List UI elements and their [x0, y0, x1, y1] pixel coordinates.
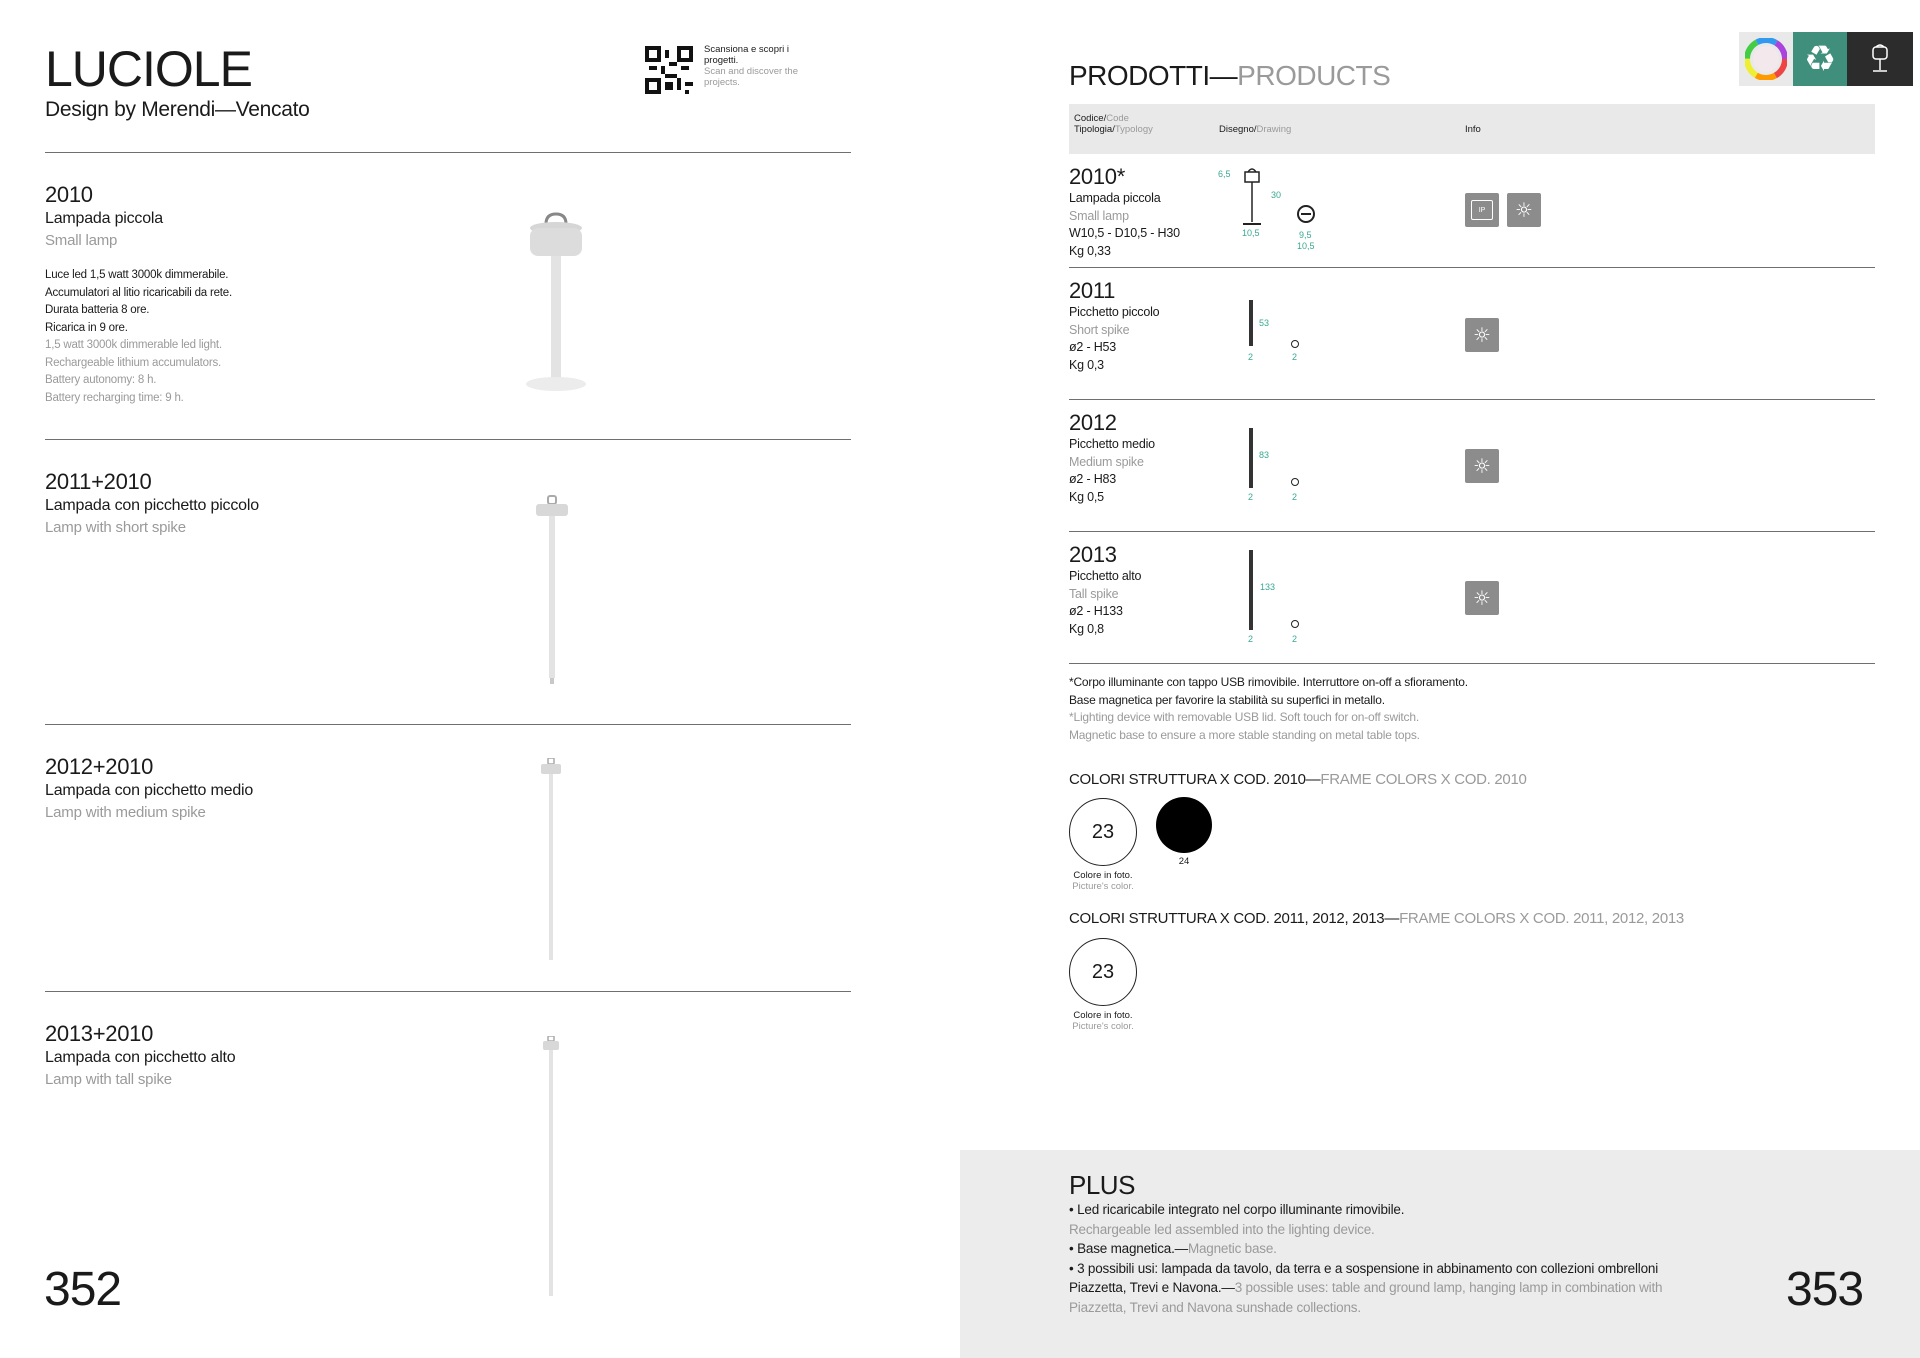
- colors-2010-heading: COLORI STRUTTURA X COD. 2010—FRAME COLORS X COD. 2010: [1069, 771, 1527, 788]
- desc-en-line: Battery recharging time: 9 h.: [45, 391, 184, 404]
- item-name-en: Lamp with short spike: [45, 519, 186, 536]
- header-drawing-en: Drawing: [1256, 124, 1292, 135]
- colors-2010-heading-en: FRAME COLORS X COD. 2010: [1320, 771, 1527, 788]
- drawing-2011: [1240, 298, 1320, 368]
- colors-spikes-heading-it: COLORI STRUTTURA X COD. 2011, 2012, 2013: [1069, 910, 1385, 927]
- note-en-line: *Lighting device with removable USB lid. Soft touch for on-off switch.: [1069, 710, 1419, 724]
- product-code: 2010*: [1069, 164, 1126, 189]
- dim-label: 2: [1248, 352, 1254, 362]
- divider: [1069, 267, 1875, 268]
- product-code: 2011: [1069, 278, 1116, 303]
- item-name-it: Lampada con picchetto medio: [45, 782, 254, 799]
- product-weight: Kg 0,8: [1069, 621, 1104, 636]
- desc-it-line: Durata batteria 8 ore.: [45, 304, 150, 316]
- header-code-it: Codice/: [1074, 113, 1107, 124]
- plus-title: PLUS: [1069, 1170, 1135, 1200]
- recycle-icon: ♻: [1793, 32, 1847, 86]
- product-name-it: Lampada piccola: [1069, 191, 1161, 205]
- product-row-2010: [1069, 164, 1229, 260]
- header-info: Info: [1465, 124, 1481, 135]
- designer-credit: Design by Merendi—Vencato: [45, 98, 310, 121]
- lamp-icon: [1847, 32, 1913, 86]
- swatch-code-24: 24: [1178, 856, 1190, 867]
- product-weight: Kg 0,33: [1069, 243, 1111, 258]
- product-dims: W10,5 - D10,5 - H30: [1069, 226, 1180, 240]
- table-header: [1069, 104, 1875, 154]
- swatch-caption-it: Colore in foto.: [1073, 870, 1133, 881]
- plus-bullet-it: • 3 possibili usi: lampada da tavolo, da terra e a sospensione in abbinamento con collezioni ombrelloni: [1069, 1260, 1658, 1276]
- page-number-right: 353: [1786, 1263, 1864, 1316]
- plus-bullet-en: Piazzetta, Trevi and Navona sunshade collections.: [1069, 1299, 1361, 1315]
- item-2011-2010: [45, 469, 405, 536]
- item-code: 2010: [45, 182, 93, 207]
- header-drawing: [1219, 124, 1291, 135]
- color-swatch-24: [1156, 797, 1212, 853]
- colors-spikes-heading-en: FRAME COLORS X COD. 2011, 2012, 2013: [1399, 910, 1684, 927]
- desc-en-line: Battery autonomy: 8 h.: [45, 374, 157, 386]
- dim-label: 2: [1248, 492, 1254, 502]
- item-description: [45, 267, 405, 407]
- plus-bullet-en: Rechargeable led assembled into the lighting device.: [1069, 1221, 1375, 1237]
- item-code: 2013+2010: [45, 1021, 154, 1046]
- products-title-sep: —: [1209, 60, 1238, 91]
- outdoor-weather-icon: ☼: [1465, 318, 1499, 352]
- swatch-caption-en: Picture's color.: [1072, 1021, 1134, 1032]
- page-number-left: 352: [44, 1263, 122, 1316]
- outdoor-weather-icon: ☼: [1465, 449, 1499, 483]
- swatch-caption-en: Picture's color.: [1072, 881, 1134, 892]
- desc-it-line: Luce led 1,5 watt 3000k dimmerabile.: [45, 269, 229, 281]
- item-2010: [45, 182, 405, 407]
- product-weight: Kg 0,3: [1069, 357, 1104, 372]
- color-swatch-23: 23: [1069, 938, 1137, 1006]
- divider: [45, 991, 851, 992]
- lamp-small-image: [520, 210, 592, 396]
- product-code: 2012: [1069, 410, 1117, 435]
- header-typology-it: Tipologia/: [1074, 124, 1115, 135]
- product-name-en: Medium spike: [1069, 454, 1144, 469]
- product-dims: ø2 - H53: [1069, 340, 1117, 354]
- item-code: 2012+2010: [45, 754, 154, 779]
- item-name-it: Lampada con picchetto piccolo: [45, 497, 259, 514]
- plus-bullet-en: 3 possible uses: table and ground lamp, hanging lamp in combination with: [1234, 1280, 1663, 1295]
- product-name-it: Picchetto alto: [1069, 569, 1142, 583]
- dim-label: 6,5: [1218, 169, 1231, 179]
- outdoor-weather-icon: ☼: [1507, 193, 1541, 227]
- product-name-en: Small lamp: [1069, 208, 1129, 223]
- colors-spikes-heading: COLORI STRUTTURA X COD. 2011, 2012, 2013—FRAME COLORS X COD. 2011, 2012, 2013: [1069, 910, 1684, 927]
- color-swatch-23: 23: [1069, 798, 1137, 866]
- product-name-it: Picchetto medio: [1069, 437, 1155, 451]
- lamp-medium-spike-image: [538, 758, 564, 964]
- product-weight: Kg 0,5: [1069, 489, 1104, 504]
- product-row-2012: [1069, 410, 1229, 506]
- lamp-short-spike-image: [532, 494, 572, 686]
- item-name-en: Small lamp: [45, 232, 118, 249]
- item-code: 2011+2010: [45, 469, 152, 494]
- header-code-typology: [1074, 113, 1153, 135]
- dim-label: 10,5: [1242, 228, 1260, 238]
- qr-caption-en: Scan and discover the projects.: [704, 66, 799, 88]
- item-2012-2010: [45, 754, 405, 821]
- dim-label: 30: [1271, 190, 1282, 200]
- swatch-caption: [1063, 870, 1143, 892]
- color-wheel-icon: [1739, 32, 1793, 86]
- item-name-it: Lampada piccola: [45, 210, 163, 227]
- divider: [45, 724, 851, 725]
- note-en-line: Magnetic base to ensure a more stable standing on metal table tops.: [1069, 727, 1420, 742]
- product-name-it: Picchetto piccolo: [1069, 305, 1160, 319]
- brand-title: LUCIOLE: [45, 41, 252, 97]
- product-name-en: Short spike: [1069, 322, 1130, 337]
- qr-code-icon: [645, 46, 693, 94]
- desc-it-line: Ricarica in 9 ore.: [45, 321, 128, 334]
- divider: [1069, 663, 1875, 664]
- plus-bullet-it: Piazzetta, Trevi e Navona.—: [1069, 1280, 1235, 1295]
- dim-label: 53: [1259, 318, 1270, 328]
- dim-label: 2: [1292, 492, 1298, 502]
- colors-2010-heading-it: COLORI STRUTTURA X COD. 2010: [1069, 771, 1306, 788]
- dim-label: 2: [1248, 634, 1254, 644]
- header-code-en: Code: [1106, 113, 1129, 124]
- qr-caption: [704, 44, 814, 88]
- product-row-2011: [1069, 278, 1229, 374]
- plus-panel: [960, 1150, 1920, 1358]
- plus-bullet-it: • Led ricaricabile integrato nel corpo illuminante rimovibile.: [1069, 1202, 1405, 1217]
- dim-label: 2: [1292, 352, 1298, 362]
- header-typology-en: Typology: [1114, 124, 1153, 135]
- item-name-en: Lamp with medium spike: [45, 804, 206, 821]
- dim-label: 9,5: [1299, 230, 1312, 240]
- corner-icon-bar: [1739, 32, 1913, 86]
- products-title-it: PRODOTTI: [1069, 60, 1210, 91]
- product-notes: [1069, 674, 1789, 744]
- dim-label: 10,5: [1297, 241, 1315, 251]
- plus-body: [1069, 1200, 1789, 1317]
- divider: [1069, 399, 1875, 400]
- product-dims: ø2 - H83: [1069, 472, 1117, 486]
- item-name-en: Lamp with tall spike: [45, 1071, 172, 1088]
- plus-bullet-it: • Base magnetica.—: [1069, 1241, 1188, 1256]
- desc-en-line: Rechargeable lithium accumulators.: [45, 356, 222, 369]
- divider: [45, 152, 851, 153]
- ip-rating-icon: IP: [1465, 193, 1499, 227]
- swatch-caption-it: Colore in foto.: [1073, 1010, 1133, 1021]
- drawing-2013: [1240, 548, 1320, 648]
- qr-caption-it: Scansiona e scopri i progetti.: [704, 44, 790, 66]
- products-title: [1069, 60, 1390, 92]
- outdoor-weather-icon: ☼: [1465, 581, 1499, 615]
- dim-label: 2: [1292, 634, 1298, 644]
- product-row-2013: [1069, 542, 1229, 638]
- desc-it-line: Accumulatori al litio ricaricabili da rete.: [45, 286, 232, 299]
- products-title-en: PRODUCTS: [1237, 60, 1391, 91]
- divider: [1069, 531, 1875, 532]
- plus-bullet-en: Magnetic base.: [1187, 1241, 1277, 1256]
- dim-label: 83: [1259, 450, 1270, 460]
- dim-label: 133: [1260, 582, 1276, 592]
- swatch-caption: [1063, 1010, 1143, 1032]
- divider: [45, 439, 851, 440]
- note-it-line: *Corpo illuminante con tappo USB rimovibile. Interruttore on-off a sfioramento.: [1069, 675, 1468, 689]
- product-dims: ø2 - H133: [1069, 604, 1123, 618]
- desc-en-line: 1,5 watt 3000k dimmerable led light.: [45, 339, 222, 351]
- drawing-2010: [1215, 166, 1335, 256]
- drawing-2012: [1240, 426, 1320, 506]
- product-code: 2013: [1069, 542, 1117, 567]
- note-it-line: Base magnetica per favorire la stabilità su superfici in metallo.: [1069, 692, 1385, 707]
- lamp-tall-spike-image: [541, 1036, 561, 1298]
- item-name-it: Lampada con picchetto alto: [45, 1049, 236, 1066]
- product-name-en: Tall spike: [1069, 586, 1119, 601]
- header-drawing-it: Disegno/: [1219, 124, 1257, 135]
- item-2013-2010: [45, 1021, 405, 1088]
